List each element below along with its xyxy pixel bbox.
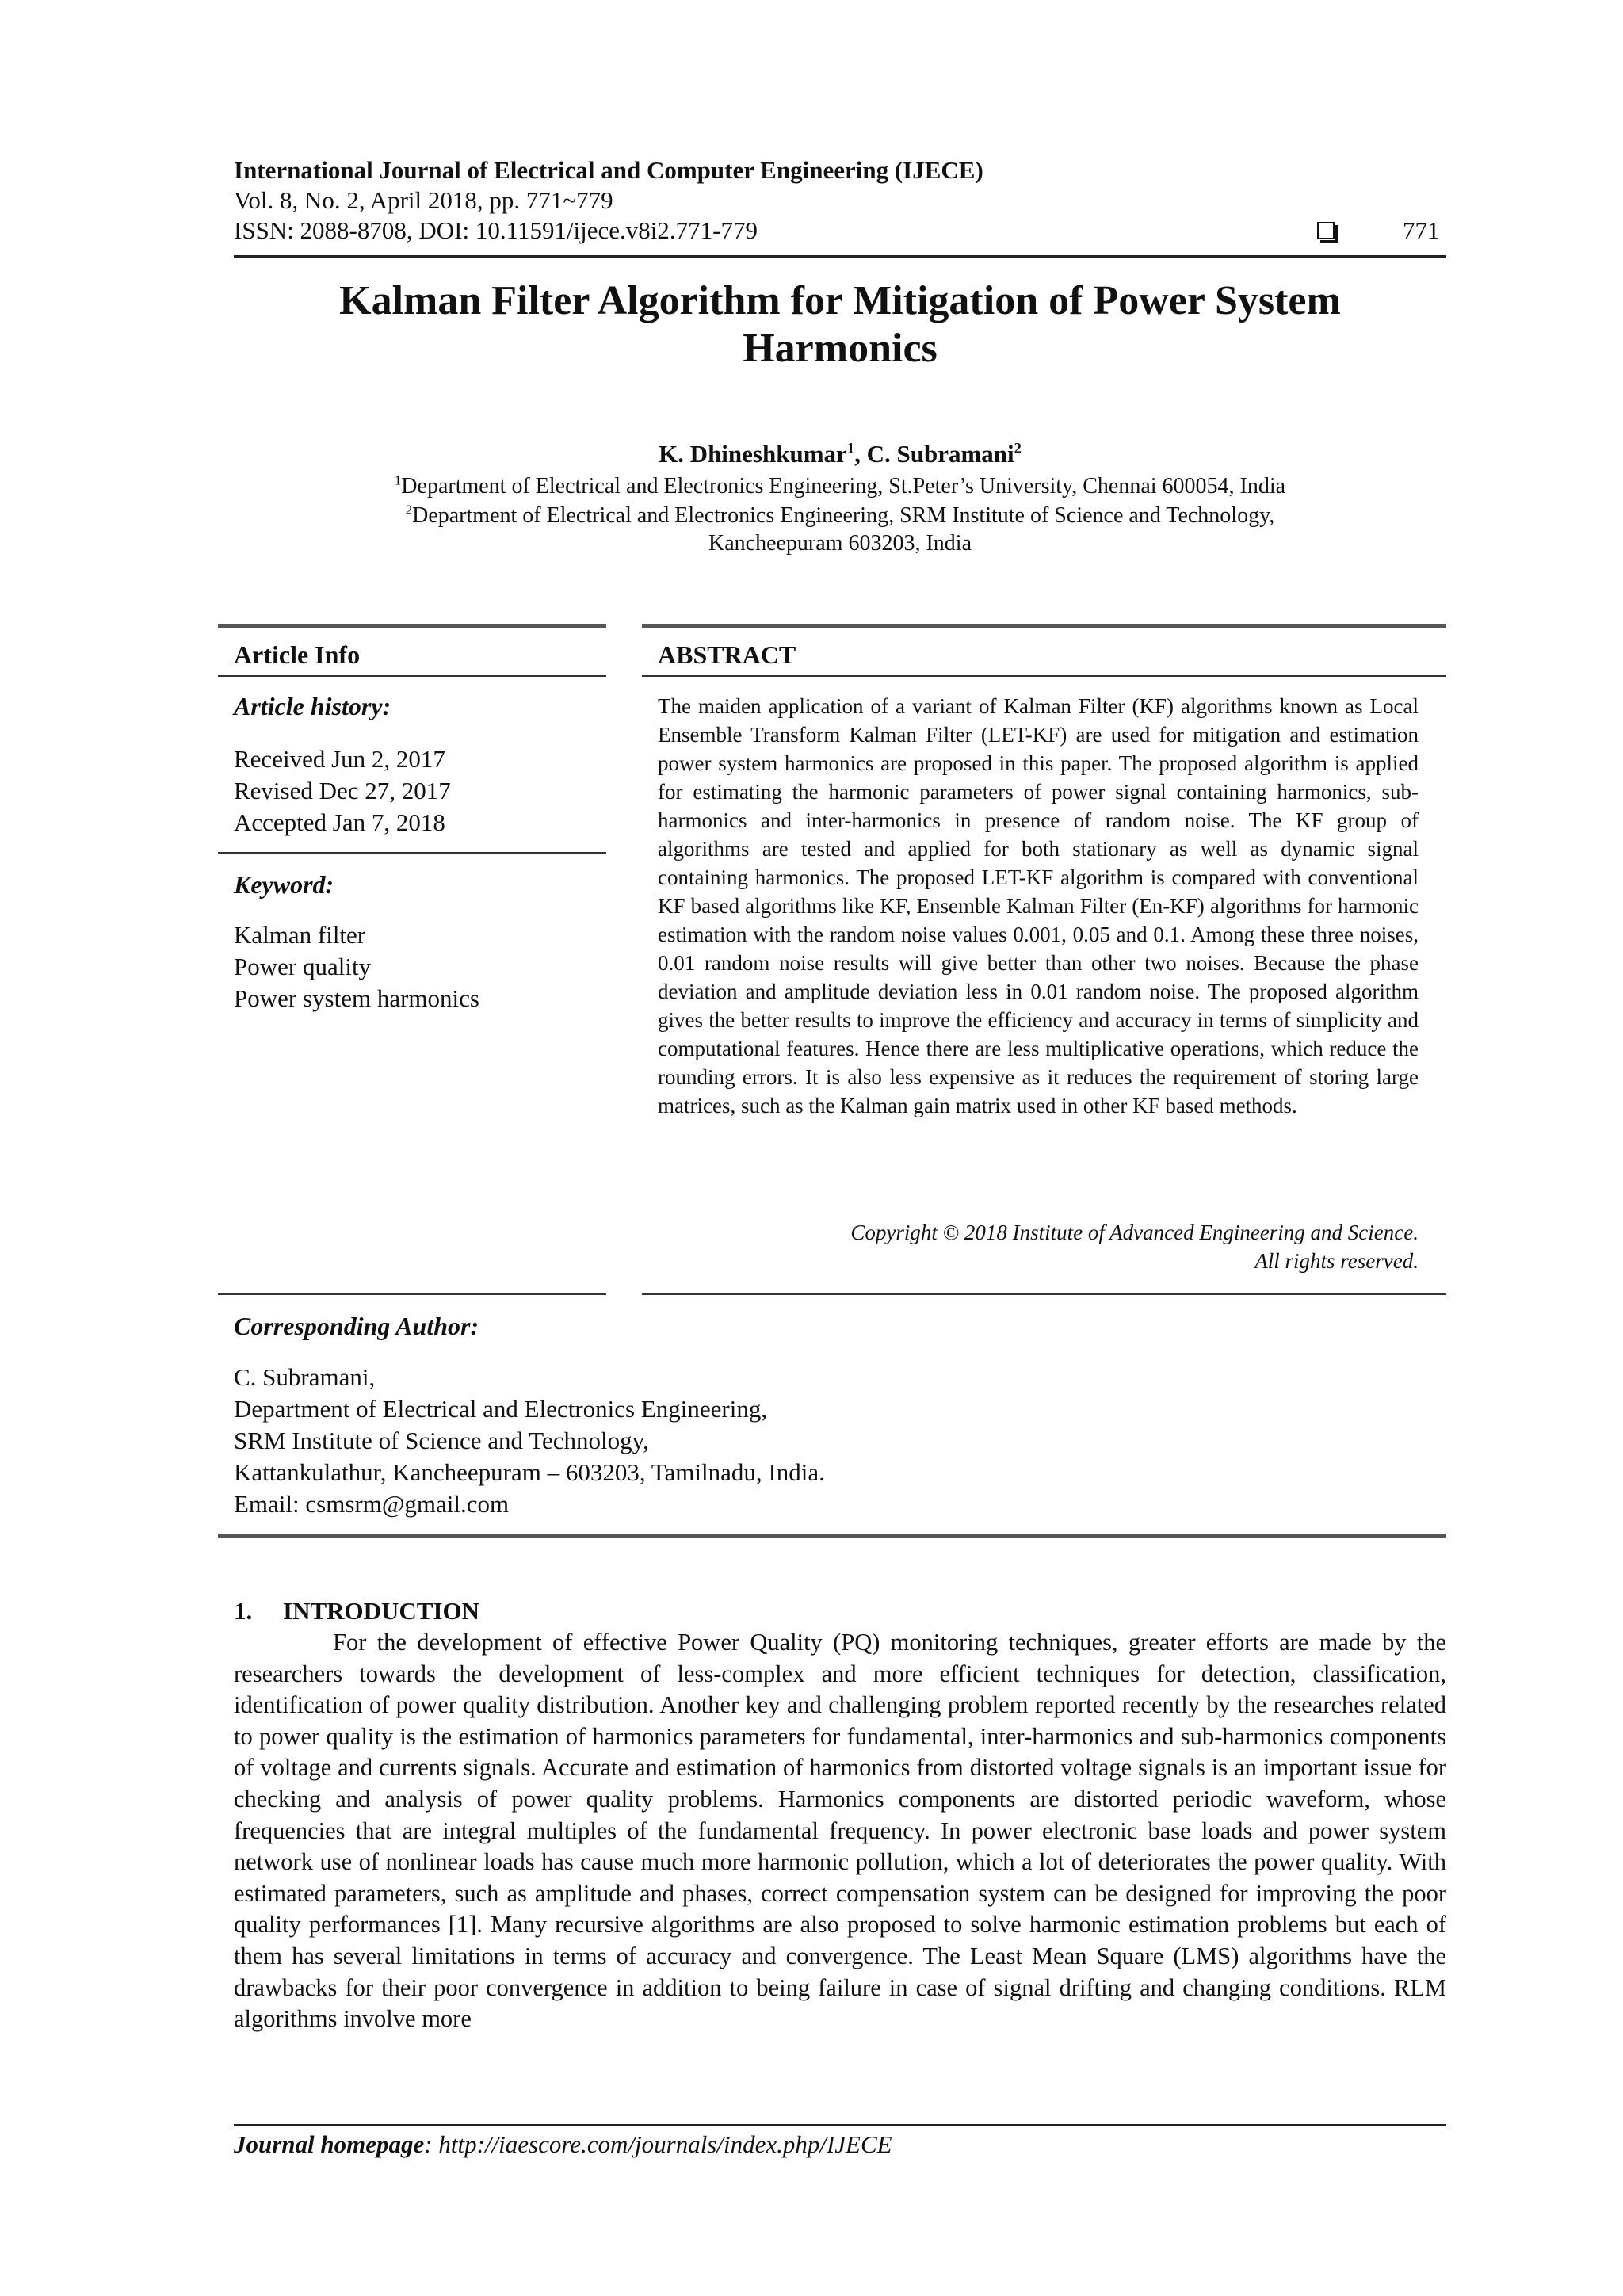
corresponding-name: C. Subramani, [234, 1363, 376, 1391]
keyword-heading: Keyword: [234, 870, 334, 899]
corresponding-address: Kattankulathur, Kancheepuram – 603203, Tamilnadu, India. [234, 1458, 825, 1486]
abstract-box-top-rule [642, 624, 1446, 628]
abstract-heading: ABSTRACT [658, 640, 796, 669]
affiliation-mark: 1 [394, 472, 402, 488]
affiliation-1 [234, 474, 1446, 499]
introduction-body [234, 1627, 1446, 2035]
corresponding-box-bottom-rule [218, 1534, 1446, 1538]
revised-date: Revised Dec 27, 2017 [234, 777, 451, 804]
accepted-date: Accepted Jan 7, 2018 [234, 808, 445, 836]
journal-name: International Journal of Electrical and Computer Engineering (IJECE) [234, 156, 983, 184]
affiliation-text: Department of Electrical and Electronics Engineering, SRM Institute of Science and Technology, [412, 503, 1275, 528]
affiliation-mark: 2 [405, 502, 413, 518]
copyright-notice [658, 1218, 1419, 1275]
affiliation-2 [234, 503, 1446, 529]
author-separator: , [854, 440, 867, 468]
footer-rule [234, 2124, 1446, 2126]
rights-line: All rights reserved. [1254, 1249, 1419, 1273]
corresponding-department: Department of Electrical and Electronics Engineering, [234, 1395, 768, 1423]
affiliation-2-cont: Kancheepuram 603203, India [708, 531, 972, 556]
homepage-colon: : [424, 2130, 439, 2158]
info-box-top-rule [218, 624, 606, 628]
abstract-text: The maiden application of a variant of Kalman Filter (KF) algorithms known as Local Ensemble Transform Kalman Filter (LET-KF) are used for mitigation and estimation power system harmonics are proposed in this paper. The proposed algorithm is applied for estimating the harmonic parameters of power signal containing harmonics, sub-harmonics and inter-harmonics in presence of random noise. The KF group of algorithms are tested and applied for both stationary as well as dynamic signal containing harmonics. The proposed LET-KF algorithm is compared with conventional KF based algorithms like KF, Ensemble Kalman Filter (En-KF) algorithms for harmonic estimation with the random noise values 0.001, 0.05 and 0.1. Among these three noises, 0.01 random noise results will give better than other two noises. Because the phase deviation and amplitude deviation less in 0.01 random noise. The proposed algorithm gives the better results to improve the efficiency and accuracy in terms of simplicity and computational features. Hence there are less multiplicative operations, which reduce the rounding errors. It is also less expensive as it reduces the requirement of storing large matrices, such as the Kalman gain matrix used in other KF based methods. [658, 694, 1419, 1117]
keyword-item: Power quality [234, 953, 372, 980]
corresponding-institute: SRM Institute of Science and Technology, [234, 1427, 649, 1454]
keyword-item: Kalman filter [234, 921, 366, 949]
volume-info: Vol. 8, No. 2, April 2018, pp. 771~779 [234, 186, 613, 214]
paper-title [234, 277, 1446, 372]
page-number: 771 [1403, 216, 1440, 244]
paper-title-line1: Kalman Filter Algorithm for Mitigation of Power System [339, 278, 1341, 323]
received-date: Received Jun 2, 2017 [234, 745, 445, 773]
header-rule [234, 255, 1446, 258]
authors [234, 440, 1446, 468]
abstract-box-bottom-rule [642, 1293, 1446, 1295]
copyright-line: Copyright © 2018 Institute of Advanced Engineering and Science. [850, 1221, 1419, 1244]
info-box-bottom-rule [218, 1293, 606, 1295]
paper-title-line2: Harmonics [743, 326, 938, 371]
page-box-icon [1317, 222, 1335, 239]
journal-homepage [234, 2130, 892, 2159]
author-affiliation-mark: 2 [1014, 440, 1022, 457]
abstract-heading-rule [642, 675, 1446, 677]
corresponding-author-heading: Corresponding Author: [234, 1312, 479, 1340]
homepage-label: Journal homepage [234, 2130, 425, 2158]
history-divider [218, 852, 606, 854]
author-name: C. Subramani [866, 440, 1014, 468]
affiliation-text: Department of Electrical and Electronics Engineering, St.Peter’s University, Chennai 600054, India [401, 474, 1286, 499]
info-heading-rule [218, 675, 606, 677]
introduction-paragraph: For the development of effective Power Quality (PQ) monitoring techniques, greater efforts are made by the researchers towards the development of less-complex and more efficient techniques for detection, classification, identification of power quality distribution. Another key and challenging problem reported recently by the researches related to power quality is the estimation of harmonics parameters for fundamental, inter-harmonics and sub-harmonics components of voltage and currents signals. Accurate and estimation of harmonics from distorted voltage signals is an important issue for checking and analysis of power quality problems. Harmonics components are distorted periodic waveform, whose frequencies that are integral multiples of the fundamental frequency. In power electronic base loads and power system network use of nonlinear loads has cause much more harmonic pollution, which a lot of deteriorates the power quality. With estimated parameters, such as amplitude and phases, correct compensation system can be designed for improving the poor quality performances [1]. Many recursive algorithms are also proposed to solve harmonic estimation problems but each of them has several limitations in terms of accuracy and convergence. The Least Mean Square (LMS) algorithms have the drawbacks for their poor convergence in addition to being failure in case of signal drifting and changing conditions. RLM algorithms involve more [234, 1629, 1446, 2033]
author-affiliation-mark: 1 [846, 440, 855, 457]
article-history-heading: Article history: [234, 692, 391, 720]
abstract-body [658, 692, 1419, 1120]
author-name: K. Dhineshkumar [659, 440, 847, 468]
issn-doi: ISSN: 2088-8708, DOI: 10.11591/ijece.v8i2.771-779 [234, 216, 758, 244]
keyword-item: Power system harmonics [234, 984, 479, 1012]
corresponding-email: Email: csmsrm@gmail.com [234, 1490, 510, 1518]
article-info-heading: Article Info [234, 640, 361, 669]
introduction-heading: 1. INTRODUCTION [234, 1597, 480, 1625]
homepage-url[interactable]: http://iaescore.com/journals/index.php/IJECE [438, 2130, 892, 2158]
